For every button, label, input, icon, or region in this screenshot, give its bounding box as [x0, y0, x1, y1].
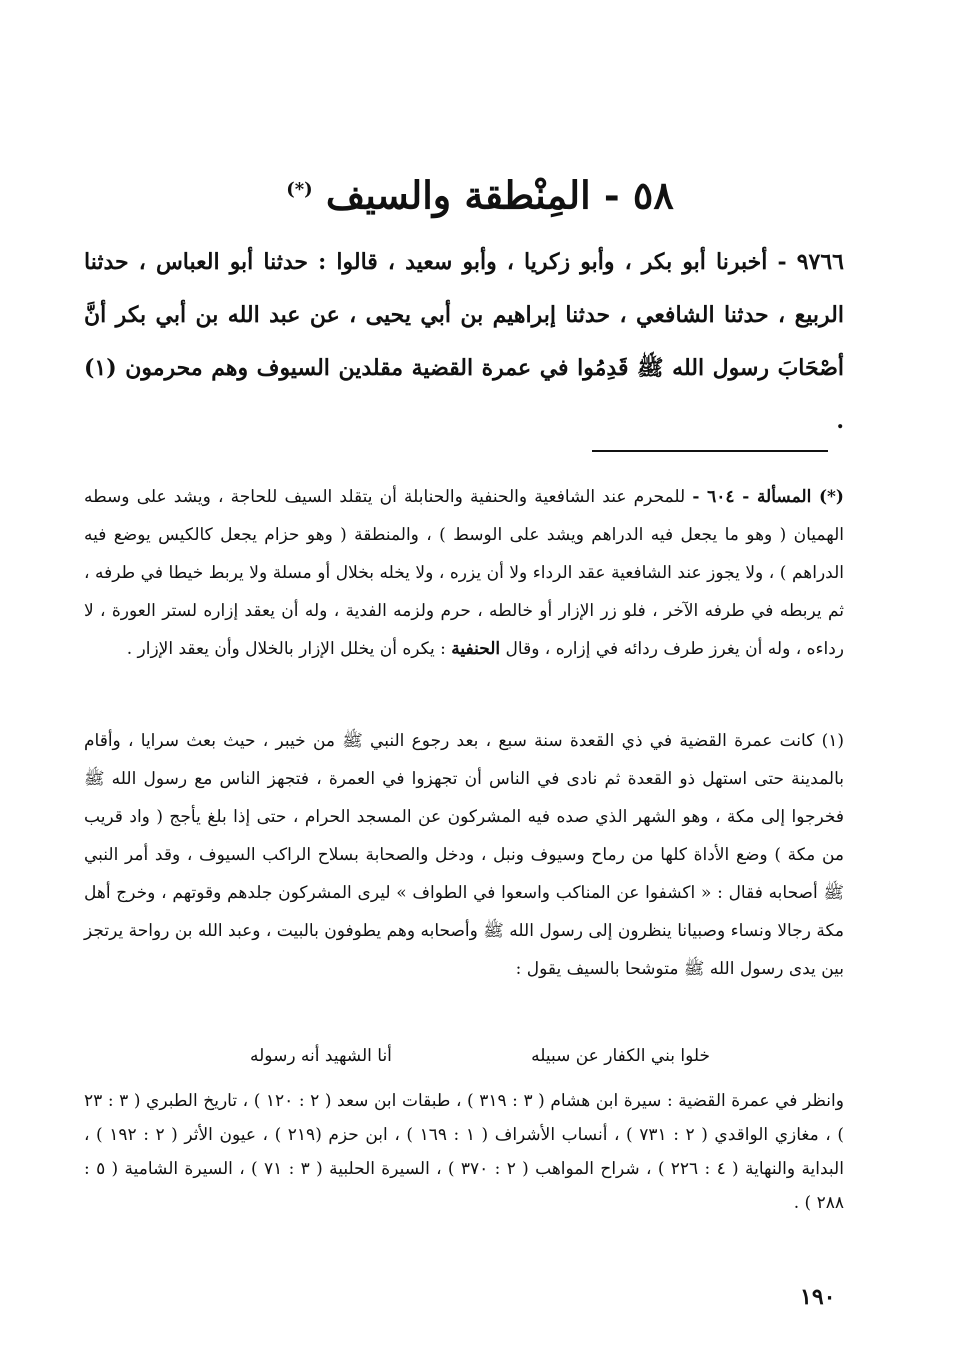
footnote-star-body: للمحرم عند الشافعية والحنفية والحنابلة أن يتقلد السيف للحاجة ، ويشد على وسطه الهميان ( وهو ما يجعل فيه الدراهم ويشد على الوسط ) ، والمنطقة ( وهو حزام يجعل كالكيس يوضع فيه الدراهم ) ، ولا يجوز عند الشافعية عقد الرداء ولا أن يزره ، ولا يخله بخلال أو مسلة ولا يربط خيطا في طرفه ، ثم يربطه في طرفه الآخر ، فلو زر الإزار أو خالطه ، حرم ولزمه الفدية ، وله أن يعقد إزاره لستر العورة ، لا رداءه ، وله أن يغرز طرف ردائه في إزاره ، وقال: [84, 487, 845, 659]
footnote-star-paragraph: [84, 478, 844, 668]
poetry-verse: [250, 1042, 710, 1070]
footnote-star-hanafi: الحنفية: [451, 639, 501, 659]
footnote-separator: [592, 450, 828, 452]
footnote-mark: (*): [286, 179, 313, 200]
chapter-title: [180, 160, 780, 226]
footnote-star-tail: : يكره أن يخلل الإزار بالخلال وأن يعقد الإزار .: [126, 639, 452, 659]
references: [84, 1084, 844, 1220]
hadith-text: [84, 236, 844, 448]
verse-second-hemistich: أنا الشهيد أنه رسوله: [250, 1046, 392, 1066]
verse-first-hemistich: خلوا بني الكفار عن سبيله: [531, 1046, 710, 1066]
footnote-1: [84, 722, 844, 988]
footnote-star-lead: (*) المسألة - ٦٠٤ -: [692, 487, 844, 507]
footnote-star: [84, 478, 844, 668]
page-number: ١٩٠: [800, 1284, 836, 1310]
hadith-paragraph: ٩٧٦٦ - أخبرنا أبو بكر ، وأبو زكريا ، وأبو سعيد ، قالوا : حدثنا أبو العباس ، حدثنا الربيع ، حدثنا الشافعي ، حدثنا إبراهيم بن أبي يحيى ، عن عبد الله بن أبي بكر أنَّ أصْحَابَ رسول الله ﷺ قَدِمُوا في عمرة القضية مقلدين السيوف وهم محرمون (١) .: [84, 249, 844, 434]
footnote-1-paragraph: (١) كانت عمرة القضية في ذي القعدة سنة سبع ، بعد رجوع النبي ﷺ من خيبر ، حيث بعث سرايا ، وأقام بالمدينة حتى استهل ذو القعدة ثم نادى في الناس أن تجهزوا في العمرة ، فتجهز الناس مع رسول الله ﷺ فخرجوا إلى مكة ، وهو الشهر الذي صده فيه المشركون عن المسجد الحرام ، حتى إذا بلغ يأجج ( واد قريب من مكة ) وضع الأداة كلها من رماح وسيوف ونبل ، ودخل والصحابة بسلاح الراكب السيوف ، وقد أمر النبي ﷺ أصحابه فقال : « اكشفوا عن المناكب واسعوا في الطواف » ليرى المشركون جلدهم وقوتهم ، وخرج أهل مكة رجالا ونساء وصبيانا ينظرون إلى رسول الله ﷺ وأصحابه وهم يطوفون بالبيت ، وعبد الله بن رواحة يرتجز بين يدى رسول الله ﷺ متوشحا بالسيف يقول :: [84, 731, 844, 979]
references-paragraph: وانظر في عمرة القضية : سيرة ابن هشام ( ٣ : ٣١٩ ) ، طبقات ابن سعد ( ٢ : ١٢٠ ) ، تاريخ الطبري ( ٣ : ٢٣ ) ، مغازي الواقدي ( ٢ : ٧٣١ ) ، أنساب الأشراف ( ١ : ١٦٩ ) ، ابن حزم (٢١٩ ) ، عيون الأثر ( ٢ : ١٩٢ ) ، البداية والنهاية ( ٤ : ٢٢٦ ) ، شراح المواهب ( ٢ : ٣٧٠ ) ، السيرة الحلبية ( ٣ : ٧١ ) ، السيرة الشامية ( ٥ : ٢٨٨ ) .: [84, 1091, 844, 1213]
chapter-title-text: ٥٨ - المِنْطقة والسيف: [325, 172, 674, 218]
